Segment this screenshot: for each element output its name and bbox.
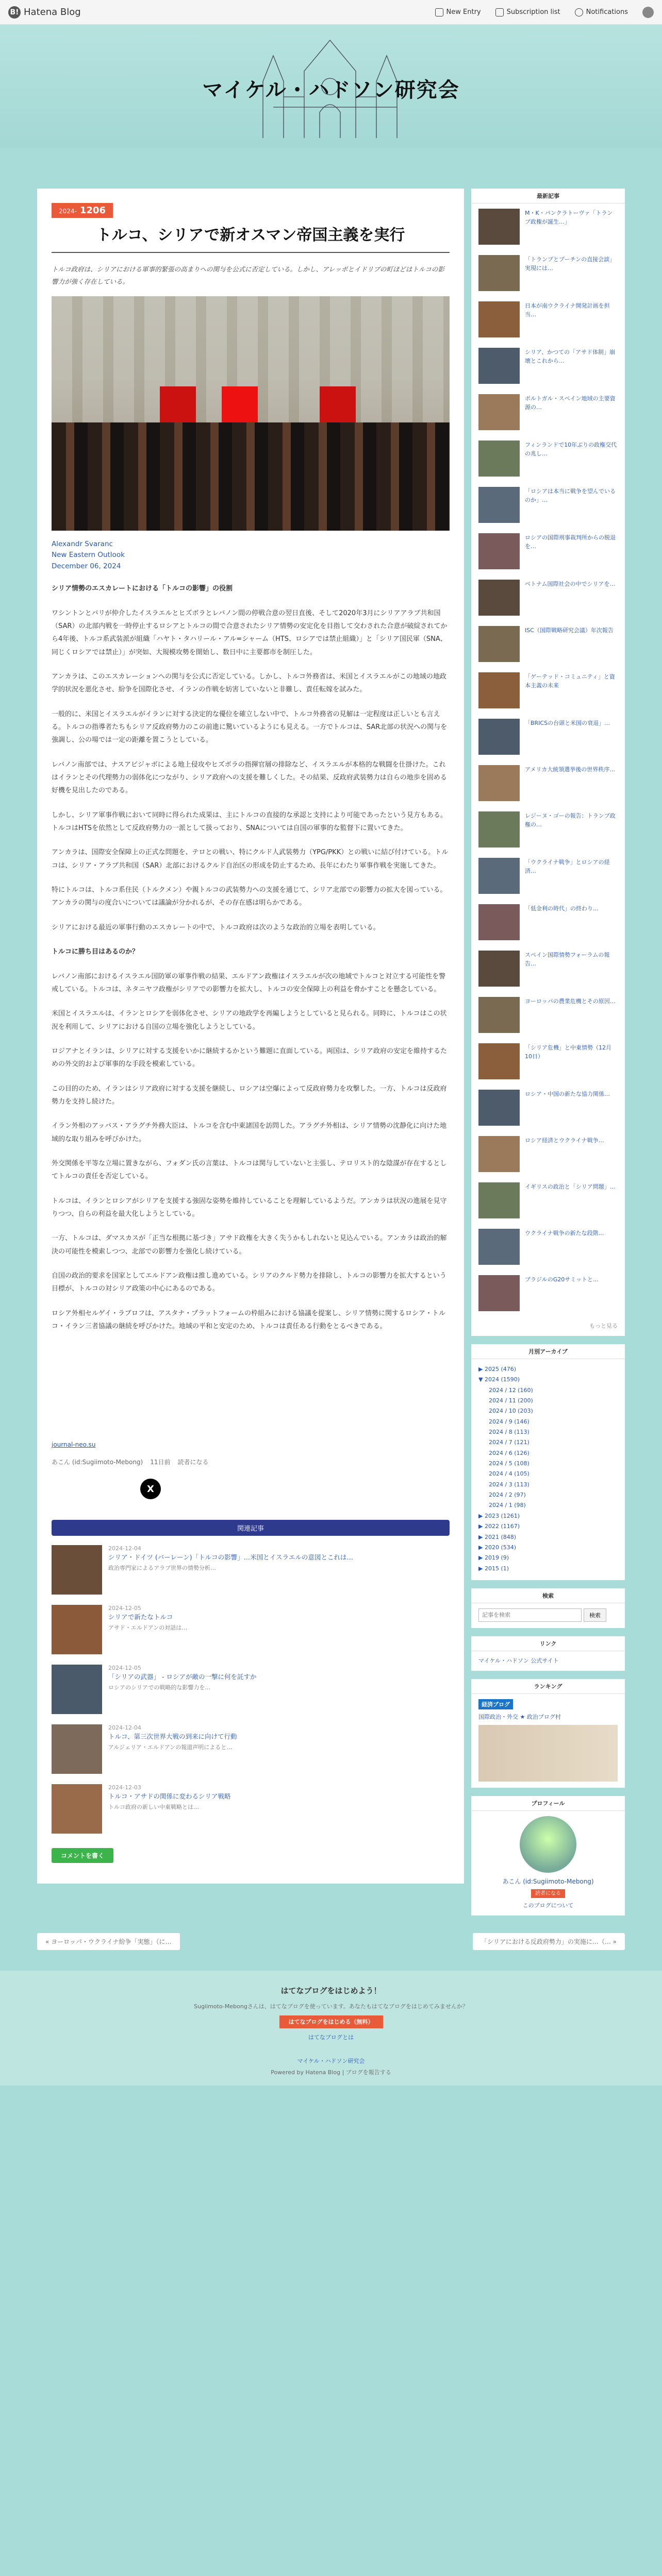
related-item[interactable]	[52, 1545, 450, 1595]
article-lead: トルコ政府は、シリアにおける軍事的緊張の高まりへの関与を公式に否定している。しかし、アレッポとイドリブの町ほどはトルコの影響力が強く存在している。	[52, 265, 444, 285]
blog-title[interactable]: マイケル・ハドソン研究会	[202, 78, 460, 102]
archive-item[interactable]: 2024 / 3 (113)	[489, 1481, 529, 1488]
popular-title[interactable]: ロシアの国際刑事裁判所からの脱退を…	[525, 534, 616, 550]
popular-thumbnail[interactable]	[478, 626, 520, 662]
popular-item[interactable]	[478, 255, 618, 294]
related-title[interactable]: シリア・ドイツ (バーレーン)「トルコの影響」…米国とイスラエルの意図とこれは…	[108, 1553, 353, 1562]
archive-item[interactable]: 2024 / 11 (200)	[489, 1397, 533, 1404]
popular-more-link[interactable]: もっと見る	[589, 1323, 618, 1329]
archive-item[interactable]: 2024 / 7 (121)	[489, 1439, 529, 1446]
popular-title[interactable]: シリア、かつての「アサド体制」崩壊とこれから…	[525, 349, 616, 365]
popular-thumbnail[interactable]	[478, 1136, 520, 1172]
author-line	[52, 1458, 450, 1466]
profile-avatar[interactable]	[520, 1816, 576, 1873]
hatena-topbar	[0, 0, 662, 25]
popular-thumbnail[interactable]	[478, 1275, 520, 1311]
bell-icon	[575, 8, 583, 16]
footer-blog-link[interactable]: マイケル・ハドソン研究会	[297, 2057, 365, 2064]
article-body	[52, 582, 450, 1333]
title-divider	[52, 252, 450, 253]
link-item[interactable]: マイケル・ハドソン 公式サイト	[478, 1657, 559, 1664]
related-date: 2024-12-05	[108, 1665, 141, 1672]
hatena-logo-icon: B!	[8, 6, 21, 19]
archive-item[interactable]: ▶ 2022 (1167)	[478, 1523, 520, 1530]
archive-item[interactable]: ▼ 2024 (1590)	[478, 1376, 520, 1383]
popular-thumbnail[interactable]	[478, 209, 520, 245]
popular-item[interactable]	[478, 858, 618, 897]
popular-item[interactable]	[478, 719, 618, 758]
archive-item[interactable]: 2024 / 6 (126)	[489, 1449, 529, 1456]
photo-crowd	[52, 422, 450, 531]
archive-item[interactable]: 2024 / 1 (98)	[489, 1502, 526, 1509]
author-id-link[interactable]: あこん (id:Sugiimoto-Mebong)	[52, 1459, 143, 1466]
popular-thumbnail[interactable]	[478, 1229, 520, 1265]
related-heading: 関連記事	[52, 1520, 450, 1536]
popular-item[interactable]	[478, 348, 618, 387]
popular-title[interactable]: 「BRICSの台頭と米国の衰退」…	[525, 720, 610, 726]
related-excerpt: 政治専門家によるアラブ世界の情勢分析…	[108, 1564, 216, 1571]
popular-title[interactable]: フィンランドで10年ぶりの政権交代の兆し…	[525, 442, 617, 457]
popular-item[interactable]	[478, 672, 618, 711]
related-thumbnail[interactable]	[52, 1784, 102, 1834]
hatena-logo-text: Hatena Blog	[24, 7, 81, 18]
popular-item[interactable]	[478, 1090, 618, 1129]
paragraph: レバノン南部では、ナスアビジャボによる地上侵攻やヒズボラの指揮官層の排除など、イスラエルが本格的な戦闘を仕掛けた。これはイランとその代理勢力の弱体化につながり、シリア政府への支援を難しくした。その結果、反政府武装勢力は自らの地歩を固める好機を見出したのである。	[52, 760, 447, 795]
popular-thumbnail[interactable]	[478, 951, 520, 987]
archive-item[interactable]: 2024 / 5 (108)	[489, 1460, 529, 1467]
related-date: 2024-12-04	[108, 1724, 141, 1732]
paragraph: 一方、トルコは、ダマスカスが「正当な根拠に基づき」アサド政権を大きく失うかもしれないと見込んでいる。アンカラは政治的解決の可能性を模索しつつ、北部での影響力を強化し続けている。	[52, 1234, 447, 1256]
ranking-badge[interactable]: 経済ブログ	[478, 1699, 513, 1709]
popular-item[interactable]	[478, 301, 618, 341]
archive-item[interactable]: ▶ 2025 (476)	[478, 1366, 517, 1372]
related-excerpt: トルコ政府の新しい中東戦略とは…	[108, 1803, 199, 1810]
popular-item[interactable]	[478, 1182, 618, 1222]
popular-thumbnail[interactable]	[478, 440, 520, 477]
popular-title[interactable]: ロシア経済とウクライナ戦争…	[525, 1137, 604, 1144]
related-date: 2024-12-05	[108, 1605, 141, 1612]
pager	[37, 1933, 625, 1950]
popular-title[interactable]: M・K・パンクラトーヴァ「トランプ政権が誕生…」	[525, 210, 613, 226]
paragraph: 外交関係を平等な立場に置きながら、フォダン氏の言葉は、トルコは関与していないと主張し、テロリスト的な陰謀が存在するとしてトルコの責任を否定している。	[52, 1159, 447, 1181]
article-photo	[52, 296, 450, 531]
about-hatena-link[interactable]: はてなブログとは	[308, 2033, 354, 2041]
user-menu-icon[interactable]	[642, 7, 654, 18]
ranking-link[interactable]: 国際政治・外交 ★ 政治ブログ村	[478, 1713, 561, 1720]
date-year: 2024-	[59, 208, 77, 215]
hatena-logo[interactable]	[8, 6, 81, 19]
date-day: 1206	[79, 205, 106, 216]
subscription-label: Subscription list	[506, 8, 560, 16]
popular-item[interactable]	[478, 1275, 618, 1314]
post-age: 11日前	[150, 1459, 171, 1466]
popular-title[interactable]: ベトナム国際社会の中でシリアを…	[525, 581, 616, 587]
new-entry-label: New Entry	[446, 8, 481, 16]
article-date-badge	[52, 203, 113, 218]
paragraph: アンカラは、国際安全保障上の正式な問題を、テロとの戦い、特にクルド人武装勢力（YPG/PKK）との戦いに結び付けている。トルコは、シリア・アラブ共和国（SAR）北部におけるクルド自治区の形成を防止するため、長年にわたり軍事作戦を実施してきた。	[52, 849, 449, 870]
sidebar	[471, 189, 625, 1924]
related-thumbnail[interactable]	[52, 1545, 102, 1595]
profile-heading: プロフィール	[471, 1796, 625, 1811]
popular-list	[478, 209, 618, 1314]
notifications-label: Notifications	[586, 8, 628, 16]
start-blog-button[interactable]: はてなブログをはじめる（無料）	[279, 2015, 383, 2028]
archive-item[interactable]: 2024 / 12 (160)	[489, 1386, 533, 1394]
author-name[interactable]: Alexandr Svaranc	[52, 539, 113, 548]
popular-thumbnail[interactable]	[478, 672, 520, 708]
source-publication[interactable]: New Eastern Outlook	[52, 551, 125, 560]
ranking-module	[471, 1679, 625, 1788]
related-thumbnail[interactable]	[52, 1605, 102, 1654]
next-article-link[interactable]: 「シリアにおける反政府勢力」の実施に…（… »	[473, 1933, 625, 1950]
related-thumbnail[interactable]	[52, 1724, 102, 1774]
paragraph: この目的のため、イランはシリア政府に対する支援を継続し、ロシアは空爆によって反政府勢力を攻撃した。一方、トルコは反政府勢力を支持し続けた。	[52, 1084, 447, 1106]
related-thumbnail[interactable]	[52, 1665, 102, 1714]
popular-thumbnail[interactable]	[478, 997, 520, 1033]
comment-button[interactable]: コメントを書く	[52, 1848, 113, 1863]
ranking-banner[interactable]	[478, 1725, 618, 1782]
popular-thumbnail[interactable]	[478, 765, 520, 801]
archive-item[interactable]: ▶ 2019 (9)	[478, 1554, 509, 1562]
related-item[interactable]	[52, 1665, 450, 1714]
archive-item[interactable]: ▶ 2015 (1)	[478, 1565, 509, 1572]
section-heading: トルコに勝ち目はあるのか？	[52, 948, 139, 956]
archive-heading: 月別アーカイブ	[471, 1344, 625, 1359]
related-item[interactable]	[52, 1605, 450, 1654]
popular-item[interactable]	[478, 209, 618, 248]
paragraph: 特にトルコは、トルコ系住民（トルクメン）や親トルコの武装勢力への支援を通じて、シリア北部での影響力の拡大を図っている。アンカラの関与の度合いについては議論が分かれるが、その存在感は明らかである。	[52, 886, 447, 907]
popular-title[interactable]: 「ゲーテッド・コミュニティ」と資本主義の未来	[525, 673, 615, 689]
popular-item[interactable]	[478, 580, 618, 619]
popular-thumbnail[interactable]	[478, 533, 520, 569]
archive-item[interactable]: 2024 / 2 (97)	[489, 1492, 526, 1499]
byline	[52, 539, 450, 572]
popular-thumbnail[interactable]	[478, 580, 520, 616]
footer-text: Sugiimoto-Mebongさんは、はてなブログを使っています。あなたもはてなブログをはじめてみませんか？	[194, 2003, 468, 2010]
archive-item[interactable]: 2024 / 10 (203)	[489, 1408, 533, 1415]
search-input[interactable]	[478, 1608, 582, 1622]
subscribe-link[interactable]: 読者になる	[177, 1459, 209, 1466]
popular-thumbnail[interactable]	[478, 1090, 520, 1126]
archive-item[interactable]: 2024 / 8 (113)	[489, 1429, 529, 1436]
search-module	[471, 1588, 625, 1628]
related-date: 2024-12-04	[108, 1545, 141, 1552]
popular-title[interactable]: ポルトガル・スペイン地域の主要資源の…	[525, 395, 616, 411]
archive-item[interactable]: 2024 / 9 (146)	[489, 1418, 529, 1425]
paragraph: レバノン南部におけるイスラエル国防軍の軍事作戦の結果、エルドアン政権はイスラエルが次の地域でトルコと対立する可能性を警戒している。トルコは、ネタニヤフ政権がシリアでの影響力を拡大し、トルコの安全保障上の利益を脅かすことを懸念している。	[52, 972, 446, 993]
popular-title[interactable]: ブラジルのG20サミットと…	[525, 1276, 599, 1283]
archive-item[interactable]: ▶ 2021 (848)	[478, 1533, 517, 1540]
paragraph: 自国の政治的要求を国家としてエルドアン政権は推し進めている。シリアのクルド勢力を排除し、トルコの影響力を拡大するという目標が、トルコの対シリア政策の中心にあるのである。	[52, 1272, 446, 1293]
profile-subscribe-button[interactable]: 読者になる	[531, 1889, 565, 1898]
popular-thumbnail[interactable]	[478, 858, 520, 894]
new-entry-link[interactable]	[435, 8, 481, 16]
ranking-heading: ランキング	[471, 1679, 625, 1694]
related-excerpt: ロシアのシリアでの戦略的な影響力を…	[108, 1684, 211, 1691]
popular-item[interactable]	[478, 765, 618, 804]
archive-list	[478, 1364, 618, 1574]
popular-title[interactable]: ロシア・中国の新たな協力関係…	[525, 1091, 610, 1097]
popular-item[interactable]	[478, 1043, 618, 1082]
related-item[interactable]	[52, 1784, 450, 1834]
publication-date: December 06, 2024	[52, 562, 121, 570]
blog-header	[0, 25, 662, 148]
paragraph: 米国とイスラエルは、イランとロシアを弱体化させ、シリアの地政学を再編しようとしていると見られる。同時に、トルコはこの状況を利用して、シリアにおける自国の立場を強化しようとしている。	[52, 1010, 447, 1031]
popular-thumbnail[interactable]	[478, 1043, 520, 1079]
popular-title[interactable]: 「ロシアは本当に戦争を望んでいるのか」…	[525, 488, 616, 504]
search-button[interactable]: 検索	[584, 1608, 606, 1622]
popular-thumbnail[interactable]	[478, 301, 520, 337]
popular-item[interactable]	[478, 626, 618, 665]
popular-item[interactable]	[478, 904, 618, 943]
archive-item[interactable]: ▶ 2020 (534)	[478, 1544, 517, 1551]
popular-item[interactable]	[478, 440, 618, 480]
subscription-icon	[495, 8, 504, 16]
related-item[interactable]	[52, 1724, 450, 1774]
popular-item[interactable]	[478, 1229, 618, 1268]
hatena-nav	[435, 7, 654, 18]
popular-title[interactable]: ISC（国際戦略研究会議）年次報告	[525, 627, 614, 634]
archive-item[interactable]: ▶ 2023 (1261)	[478, 1512, 520, 1519]
popular-title[interactable]: レジーヌ・ゴーの報告：トランプ政権の…	[525, 812, 616, 828]
popular-thumbnail[interactable]	[478, 394, 520, 430]
related-title[interactable]: トルコ、第三次世界大戦の到来に向けて行動	[108, 1733, 237, 1741]
notifications-link[interactable]	[575, 8, 628, 16]
paragraph: イラン外相のアッバス・アラグチ外務大臣は、トルコを含む中東諸国を訪問した。アラグチ外相は、シリア情勢の沈静化に向けた地域的な取り組みを呼びかけた。	[52, 1122, 447, 1143]
archive-module	[471, 1344, 625, 1580]
profile-module	[471, 1796, 625, 1916]
popular-thumbnail[interactable]	[478, 255, 520, 291]
prev-article-link[interactable]: « ヨーロッパ・ウクライナ紛争「実態」（に…	[37, 1933, 180, 1950]
popular-title[interactable]: 日本が南ウクライナ開発計画を担当…	[525, 302, 610, 318]
share-buttons	[140, 1479, 464, 1499]
popular-thumbnail[interactable]	[478, 348, 520, 384]
profile-about-link[interactable]: このブログについて	[522, 1902, 574, 1909]
popular-module	[471, 189, 625, 1336]
popular-heading: 最新記事	[471, 189, 625, 204]
article-main	[37, 189, 464, 1884]
popular-thumbnail[interactable]	[478, 1182, 520, 1218]
popular-title[interactable]: 「トランプとプーチンの直接会談」実現には…	[525, 256, 616, 272]
popular-title[interactable]: 「低金利の時代」の終わり…	[525, 905, 599, 912]
footer	[0, 1971, 662, 2086]
popular-item[interactable]	[478, 997, 618, 1036]
popular-item[interactable]	[478, 487, 618, 526]
related-date: 2024-12-03	[108, 1784, 141, 1791]
paragraph: ロジアナとイランは、シリアに対する支援をいかに継続するかという難題に直面している。両国は、シリア政府の安定を維持するための外交的および軍事的な手段を模索している。	[52, 1047, 448, 1069]
paragraph: アンカラは、このエスカレーションへの関与を公式に否定している。しかし、トルコ外務省は、米国とイスラエルがこの地域の地政学的状況を悪化させ、紛争を国際化させ、イランの作戦を妨害していないと非難し、責任転嫁を試みた。	[52, 673, 446, 694]
search-heading: 検索	[471, 1588, 625, 1603]
article-title[interactable]: トルコ、シリアで新オスマン帝国主義を実行	[96, 226, 405, 244]
popular-item[interactable]	[478, 951, 618, 990]
popular-title[interactable]: ヨーロッパの農業危機とその原因…	[525, 998, 616, 1005]
popular-thumbnail[interactable]	[478, 719, 520, 755]
paragraph: シリア情勢のエスカレートにおける「トルコの影響」の役割	[52, 585, 233, 593]
related-excerpt: アルジェリア・エルドアンの報道声明によると…	[108, 1743, 233, 1751]
popular-title[interactable]: 「ウクライナ戦争」とロシアの経済…	[525, 859, 610, 875]
subscription-link[interactable]	[495, 8, 560, 16]
profile-name[interactable]: あこん (id:Sugiimoto-Mebong)	[502, 1877, 594, 1885]
archive-item[interactable]: 2024 / 4 (105)	[489, 1470, 529, 1478]
source-link[interactable]: journal-neo.su	[52, 1441, 96, 1449]
popular-thumbnail[interactable]	[478, 487, 520, 523]
popular-item[interactable]	[478, 811, 618, 851]
related-articles	[52, 1520, 450, 1863]
popular-title[interactable]: スペイン国際情勢フォーラムの報告…	[525, 952, 610, 968]
popular-title[interactable]: アメリカ大統領選挙後の世界秩序…	[525, 766, 616, 773]
popular-thumbnail[interactable]	[478, 811, 520, 848]
popular-item[interactable]	[478, 394, 618, 433]
popular-title[interactable]: ウクライナ戦争の新たな段階…	[525, 1230, 604, 1236]
paragraph: ロシア外相セルゲイ・ラブロフは、アスタナ・プラットフォームの枠組みにおける協議を提案し、シリア情勢に関するロシア・トルコ・イラン三者協議の継続を呼びかけた。地域の平和と安定のため、トルコは責任ある行動をとるべきである。	[52, 1309, 446, 1331]
link-module	[471, 1636, 625, 1671]
paragraph: トルコは、イランとロシアがシリアを支援する強固な姿勢を維持していることを理解しているようだ。アンカラは状況の進展を見守りつつ、自らの利益を最大化しようとしている。	[52, 1197, 447, 1218]
related-title[interactable]: 「シリアの武器」 - ロシアが敵の一撃に何を託すか	[108, 1673, 257, 1681]
popular-title[interactable]: 「シリア危機」と中東情勢（12月10日）	[525, 1044, 611, 1060]
paragraph: ワシントンとパリが仲介したイスラエルとヒズボラとレバノン間の停戦合意の翌日直後、そして2020年3月にシリアアラブ共和国（SAR）の北部内戦を一時停止するロシアとトルコの間で合意されたシリア情勢の安定化を目指して交わされた合意が破綻されてから4年後、トルコ系武装派が組織「ハヤト・タハリール・アル=シャーム（HTS、ロシアでは禁止組織）」と「シリア国民軍（SNA、同じくロシアでは禁止）」が突如、大規模攻勢を開始し、数日中に主要都市を制圧した。	[52, 609, 448, 656]
popular-title[interactable]: イギリスの政治と「シリア問題」…	[525, 1183, 616, 1190]
powered-by[interactable]: Powered by Hatena Blog | ブログを報告する	[271, 2069, 391, 2076]
paragraph: 一般的に、米国とイスラエルがイランに対する決定的な優位を確立しない中で、トルコ外務省の見解は一定程度は正しいとも言える。トルコの指導者たちもシリア反政府勢力のこの前進に驚いているようにも見える。一方でトルコは、SAR北部の状況への関与を強調し、公の場では一定の距離を置こうとしている。	[52, 710, 448, 744]
paragraph: しかし、シリア軍事作戦において同時に得られた成果は、主にトルコの直接的な承認と支持により可能であったという見方もある。トルコはHTSを依然として反政府勢力の一派として扱っており、SNAについては自国の軍事的な監督下に置いてきた。	[52, 811, 447, 833]
x-share-icon[interactable]: X	[140, 1479, 161, 1499]
related-excerpt: アサド・エルドアンの対話は…	[108, 1624, 188, 1631]
related-title[interactable]: トルコ・アサドの関係に変わるシリア戦略	[108, 1792, 231, 1801]
paragraph: シリアにおける最近の軍事行動のエスカレートの中で、トルコ政府は次のような政治的立場を表明している。	[52, 923, 380, 931]
new-entry-icon	[435, 8, 443, 16]
related-title[interactable]: シリアで新たなトルコ	[108, 1613, 173, 1621]
popular-item[interactable]	[478, 533, 618, 572]
link-heading: リンク	[471, 1636, 625, 1651]
popular-thumbnail[interactable]	[478, 904, 520, 940]
popular-item[interactable]	[478, 1136, 618, 1175]
footer-heading: はてなブログをはじめよう！	[280, 1986, 382, 1995]
